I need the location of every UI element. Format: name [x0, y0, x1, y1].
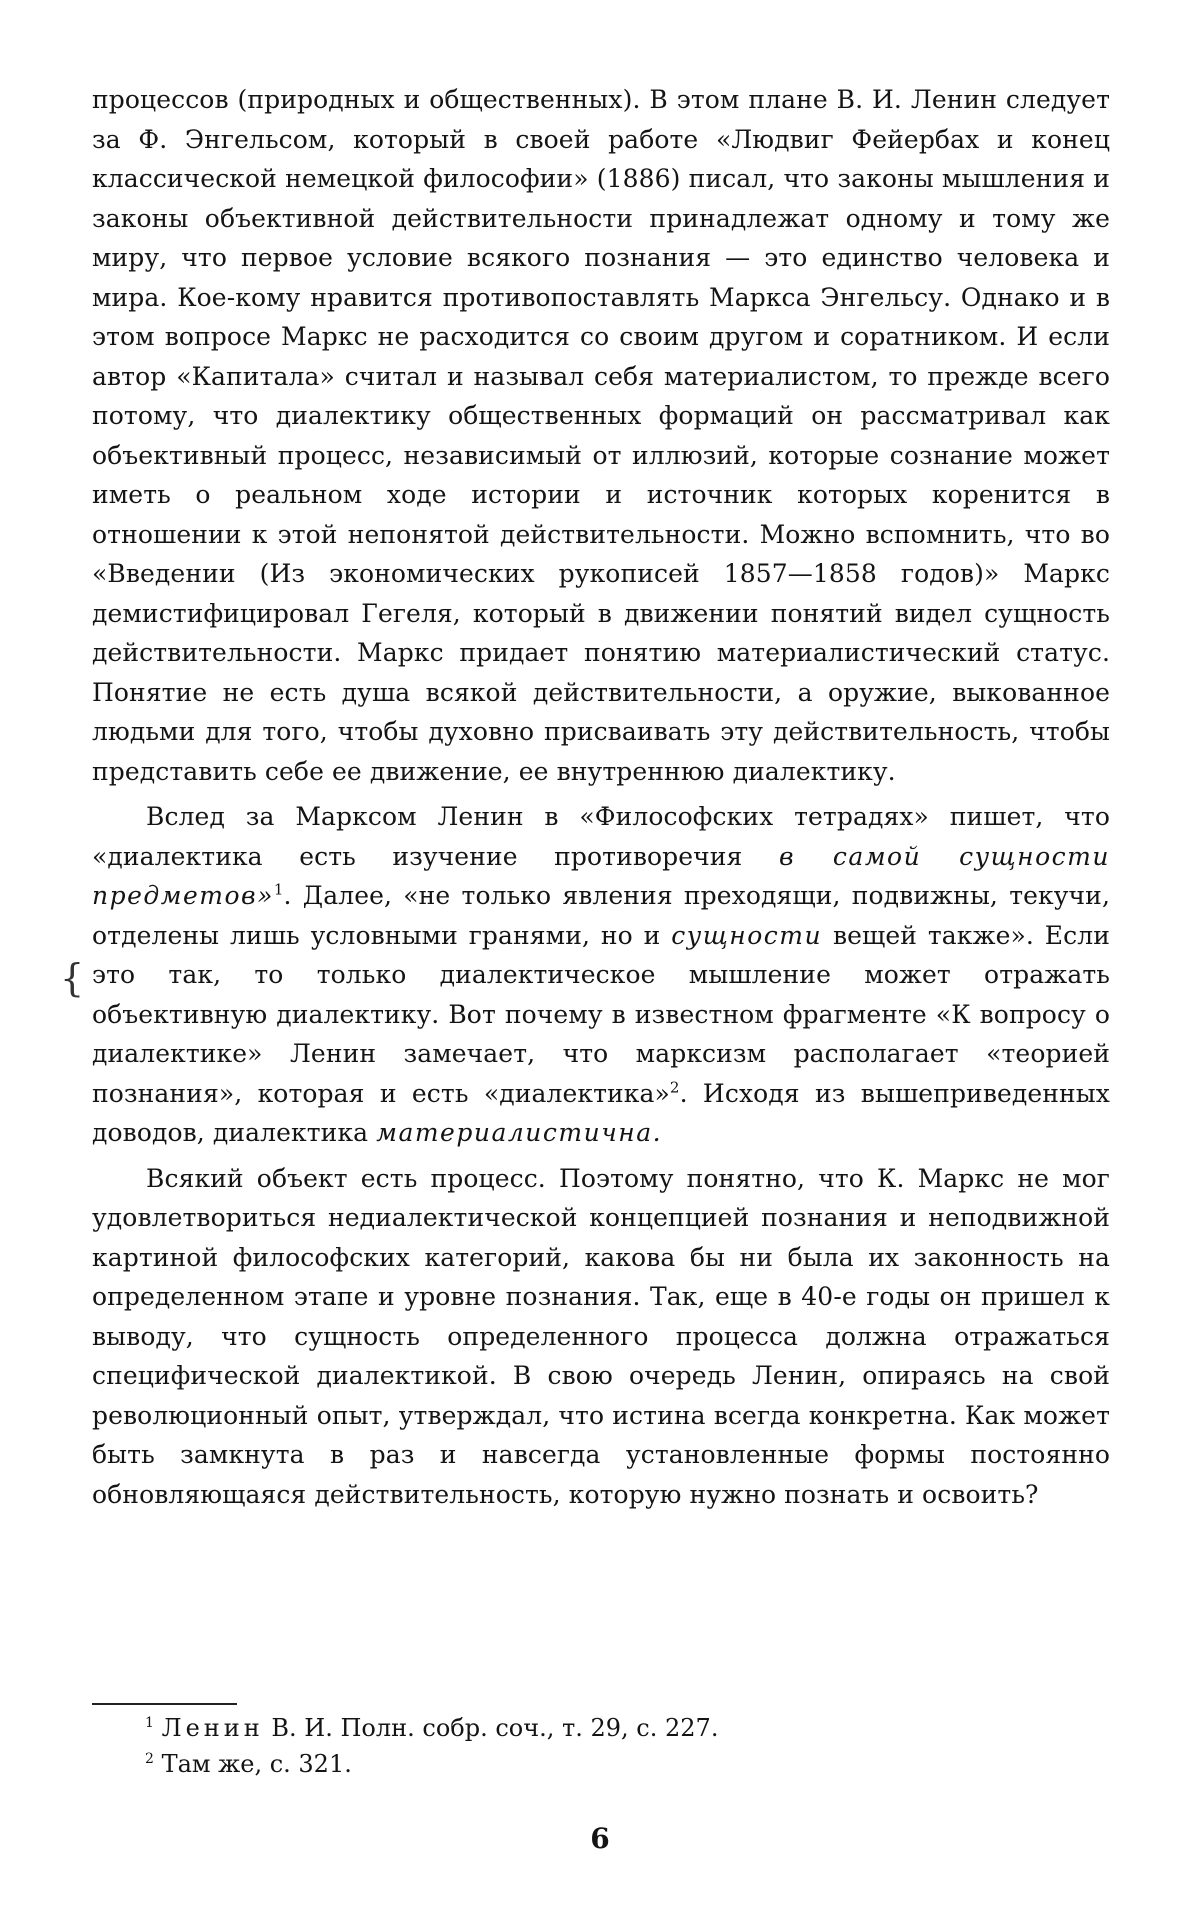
footnote-2-text: Там же, с. 321.: [161, 1750, 352, 1778]
emphasis-materialistic: материалистична.: [376, 1118, 663, 1147]
main-text: [92, 80, 1110, 1514]
footnote-ref-2: 2: [669, 1078, 680, 1097]
footnotes: [145, 1710, 1045, 1782]
footnote-2-mark: 2: [145, 1751, 154, 1767]
emphasis-essences: сущности: [671, 920, 823, 950]
paragraph-1: процессов (природных и общественных). В этом плане В. И. Ленин следует за Ф. Энгельсом, который в своей работе «Людвиг Фейербах и конец классической немецкой философии» (1886) писал, что законы мышления и законы объективной действительности принадлежат одному и тому же миру, что первое условие всякого познания — это единство человека и мира. Кое-кому нравится противопоставлять Маркса Энгельсу. Однако и в этом вопросе Маркс не расходится со своим другом и соратником. И если автор «Капитала» считал и называл себя материалистом, то прежде всего потому, что диалектику общественных формаций он рассматривал как объективный процесс, независимый от иллюзий, которые сознание может иметь о реальном ходе истории и источник которых коренится в отношении к этой непонятой действительности. Можно вспомнить, что во «Введении (Из экономических рукописей 1857—1858 годов)» Маркс демистифицировал Гегеля, который в движении понятий видел сущность действительности. Маркс придает понятию материалистический статус. Понятие не есть душа всякой действительности, а оружие, выкованное людьми для того, чтобы духовно присваивать эту действительность, чтобы представить себе ее движение, ее внутреннюю диалектику.: [92, 85, 1110, 786]
paragraph-3: Всякий объект есть процесс. Поэтому понятно, что К. Маркс не мог удовлетвориться недиалектической концепцией познания и неподвижной картиной философских категорий, какова бы ни была их законность на определенном этапе и уровне познания. Так, еще в 40-е годы он пришел к выводу, что сущность определенного процесса должна отражаться специфической диалектикой. В свою очередь Ленин, опираясь на свой революционный опыт, утверждал, что истина всегда конкретна. Как может быть замкнута в раз и навсегда установленные формы постоянно обновляющаяся действительность, которую нужно познать и освоить?: [92, 1163, 1110, 1509]
footnote-1: [145, 1710, 1045, 1746]
handwritten-margin-bracket: {: [60, 956, 85, 1000]
footnote-1-author: Ленин: [161, 1714, 264, 1742]
footnote-1-text: В. И. Полн. собр. соч., т. 29, с. 227.: [263, 1714, 719, 1742]
paragraph-2-part-d: . Исходя из вышеприведенных доводов, диалектика: [92, 1078, 1110, 1147]
paragraph-2-part-b: . Далее, «не только явления преходящи, подвижны, текучи, отделены лишь условными гранями, но и: [92, 881, 1110, 950]
footnote-2: [145, 1746, 1045, 1782]
emphasis-essence-of-objects: в самой сущности предметов»: [92, 841, 1110, 910]
footnote-ref-1: 1: [273, 880, 284, 899]
paragraph-2-part-c: вещей также». Если это так, то только диалектическое мышление может отражать объективную диалектику. Вот почему в известном фрагменте «К вопросу о диалектике» Ленин замечает, что марксизм располагает «теорией познания», которая и есть «диалектика»: [92, 920, 1110, 1108]
paragraph-2: [92, 797, 1110, 1153]
footnote-divider: [92, 1703, 237, 1705]
footnote-1-mark: 1: [145, 1715, 154, 1731]
page-number: 6: [590, 1822, 610, 1855]
paragraph-2-part-a: Вслед за Марксом Ленин в «Философских тетрадях» пишет, что «диалектика есть изучение противоречия: [92, 802, 1110, 871]
